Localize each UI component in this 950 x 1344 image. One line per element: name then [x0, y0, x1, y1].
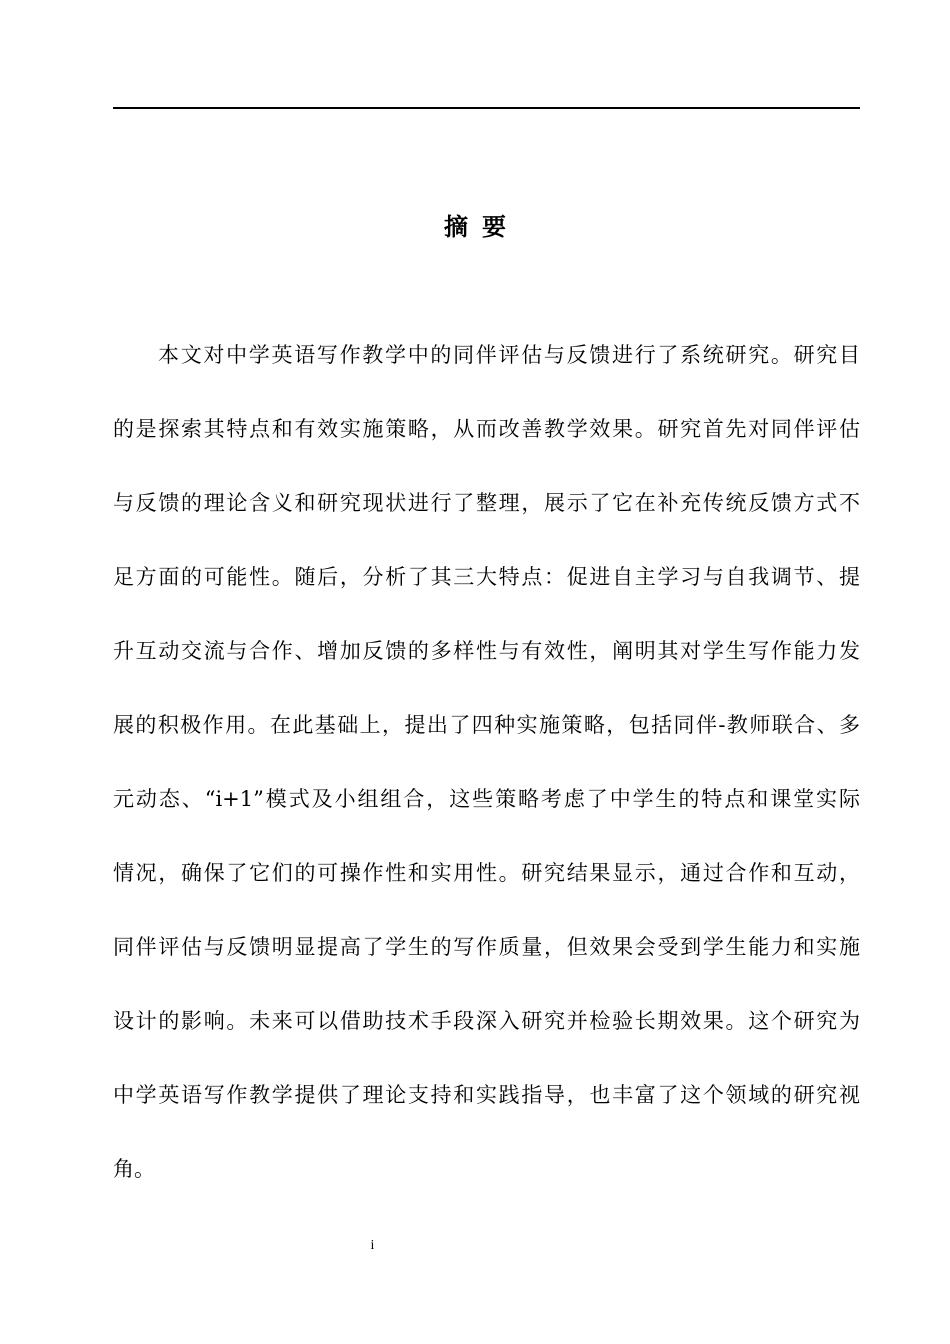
- abstract-body: [113, 335, 860, 1223]
- abstract-line: 展的积极作用。在此基础上，提出了四种实施策略，包括同伴-教师联合、多: [113, 713, 860, 737]
- abstract-line: 足方面的可能性。随后，分析了其三大特点：促进自主学习与自我调节、提: [113, 565, 860, 589]
- abstract-line: 元动态、“i+1”模式及小组组合，这些策略考虑了中学生的特点和课堂实际: [113, 787, 860, 811]
- abstract-line: 的是探索其特点和有效实施策略，从而改善教学效果。研究首先对同伴评估: [113, 417, 860, 441]
- abstract-line: 情况，确保了它们的可操作性和实用性。研究结果显示，通过合作和互动，: [113, 861, 860, 885]
- abstract-line: 升互动交流与合作、增加反馈的多样性与有效性，阐明其对学生写作能力发: [113, 639, 860, 663]
- page-title: 摘要: [444, 213, 520, 241]
- abstract-line: 本文对中学英语写作教学中的同伴评估与反馈进行了系统研究。研究目: [158, 343, 860, 367]
- abstract-line: 同伴评估与反馈明显提高了学生的写作质量，但效果会受到学生能力和实施: [113, 935, 860, 959]
- header-rule: [113, 107, 860, 109]
- abstract-line: 中学英语写作教学提供了理论支持和实践指导，也丰富了这个领域的研究视: [113, 1083, 860, 1107]
- abstract-line: 与反馈的理论含义和研究现状进行了整理，展示了它在补充传统反馈方式不: [113, 491, 860, 515]
- page-number: i: [370, 1238, 375, 1253]
- abstract-line: 设计的影响。未来可以借助技术手段深入研究并检验长期效果。这个研究为: [113, 1009, 860, 1033]
- abstract-line: 角。: [113, 1157, 155, 1181]
